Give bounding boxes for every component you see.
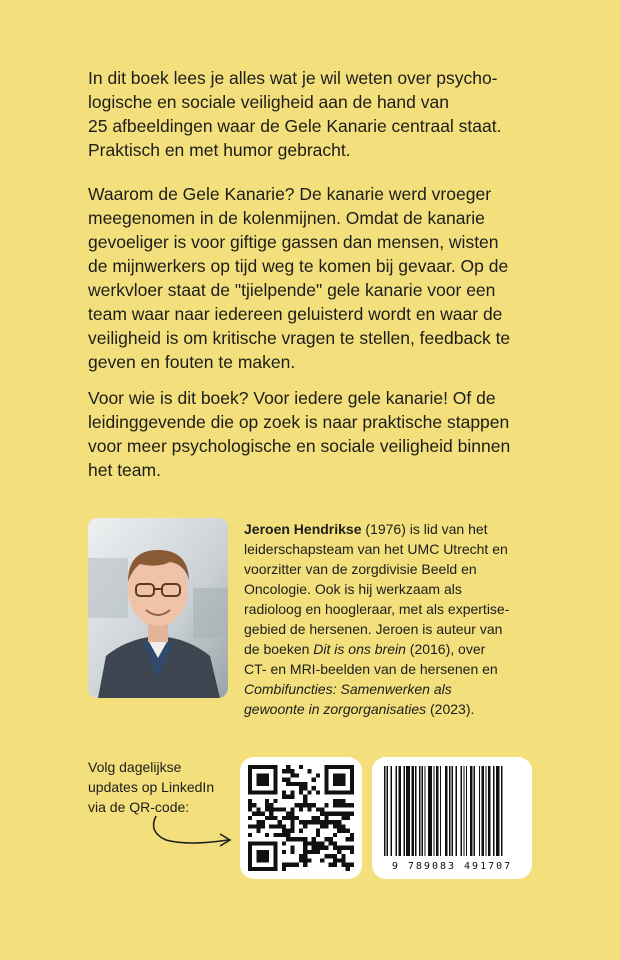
bio-text: CT- en MRI-beelden van de hersenen en [244,661,498,677]
intro-line: Praktisch en met humor gebracht. [88,140,351,160]
bio-text: voorzitter van de zorgdivisie Beeld en [244,561,477,577]
book-title: Dit is ons brein [313,641,406,657]
why-line: team waar naar iedereen geluisterd wordt en waar de [88,304,503,324]
book-title: Combifuncties: Samenwerken als [244,681,452,697]
intro-paragraph [88,66,548,162]
bio-text: (1976) is lid van het [361,521,488,537]
qr-caption-line: updates op LinkedIn [88,779,215,795]
why-line: werkvloer staat de "tjielpende" gele kanarie voor een [88,280,496,300]
why-line: gevoeliger is voor giftige gassen dan mensen, wisten [88,232,499,252]
bio-text: gebied de hersenen. Jeroen is auteur van [244,621,503,637]
intro-line: logische en sociale veiligheid aan de hand van [88,92,449,112]
why-line: geven en fouten te maken. [88,352,296,372]
bio-text: (2023). [426,701,475,717]
audience-line: Voor wie is dit boek? Voor iedere gele kanarie! Of de [88,388,496,408]
audience-line: leidinggevende die op zoek is naar praktische stappen [88,412,510,432]
author-photo [88,518,228,698]
qr-code[interactable] [240,757,362,879]
audience-paragraph [88,386,548,482]
bio-text: radioloog en hoogleraar, met als expertise- [244,601,510,617]
qr-caption [88,757,228,817]
why-canary-paragraph [88,182,548,374]
why-line: de mijnwerkers op tijd weg te komen bij gevaar. Op de [88,256,509,276]
audience-line: het team. [88,460,161,480]
intro-line: 25 afbeeldingen waar de Gele Kanarie centraal staat. [88,116,502,136]
arrow-right-icon [148,812,240,852]
qr-caption-line: Volg dagelijkse [88,759,182,775]
why-line: meegenomen in de kolenmijnen. Omdat de kanarie [88,208,485,228]
intro-line: In dit boek lees je alles wat je wil weten over psycho- [88,68,498,88]
author-name: Jeroen Hendrikse [244,521,362,537]
audience-line: voor meer psychologische en sociale veiligheid binnen [88,436,511,456]
author-bio [244,519,534,719]
bio-text: (2016), over [405,641,486,657]
why-line: veiligheid is om kritische vragen te stellen, feedback te [88,328,511,348]
isbn-barcode [372,757,532,879]
bio-text: leiderschapsteam van het UMC Utrecht en [244,541,508,557]
why-line: Waarom de Gele Kanarie? De kanarie werd vroeger [88,184,492,204]
bio-text: de boeken [244,641,314,657]
qr-caption-line: via de QR-code: [88,799,190,815]
bio-text: Oncologie. Ook is hij werkzaam als [244,581,462,597]
book-title: gewoonte in zorgorganisaties [244,701,427,717]
isbn-number: 9 789083 491707 [391,861,513,872]
